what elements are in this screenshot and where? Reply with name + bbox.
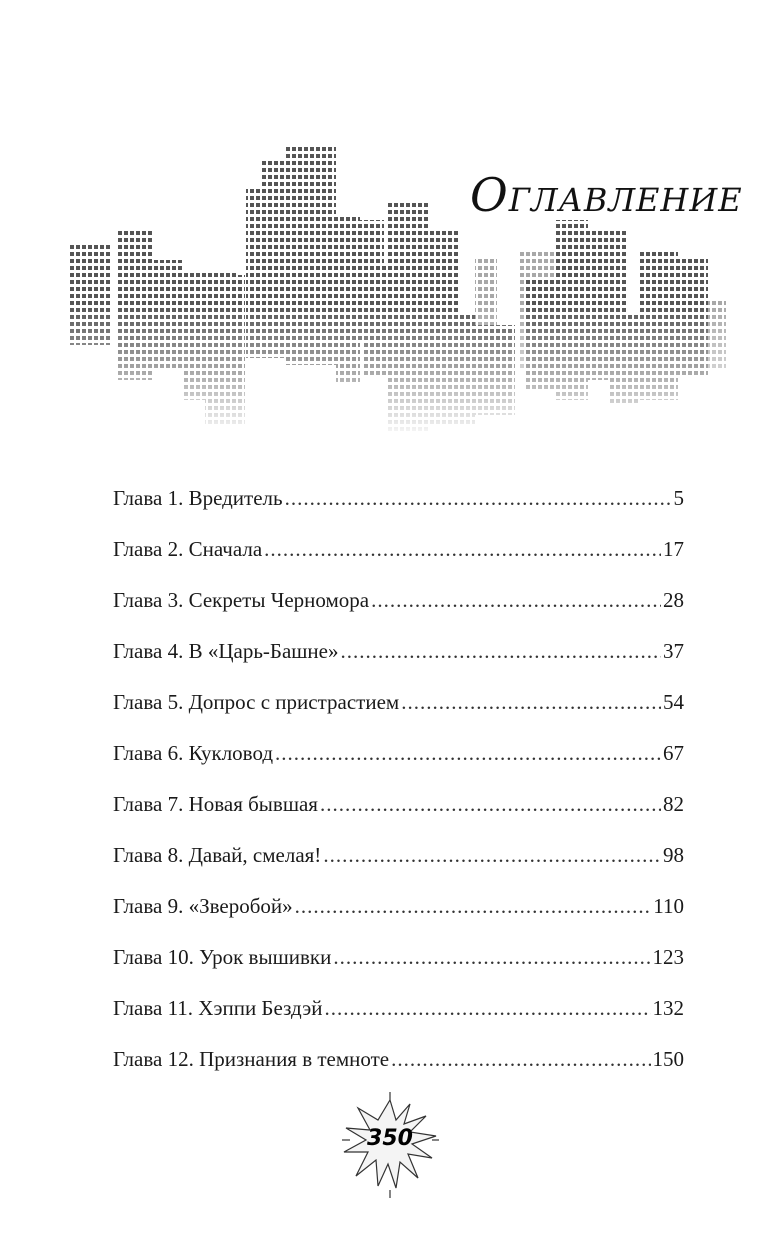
toc-dot-leader [275, 741, 661, 766]
toc-dot-leader [341, 639, 662, 664]
page-title: Оглавление [470, 168, 743, 222]
toc-chapter-title: Глава 11. Хэппи Бездэй [113, 996, 323, 1020]
toc-page-number: 37 [663, 639, 684, 663]
toc-dot-leader [371, 588, 661, 613]
toc-chapter-title: Глава 8. Давай, смелая! [113, 843, 322, 867]
toc-entry [113, 741, 684, 792]
toc-page-number: 110 [653, 894, 684, 918]
toc-entry [113, 843, 684, 894]
toc-page-number: 54 [663, 690, 684, 714]
toc-entry [113, 486, 684, 537]
toc-page-number: 28 [663, 588, 684, 612]
toc-entry [113, 639, 684, 690]
toc-dot-leader [324, 996, 650, 1021]
toc-page-number: 67 [663, 741, 684, 765]
toc-dot-leader [333, 945, 650, 970]
toc-page-number: 98 [663, 843, 684, 867]
toc-chapter-title: Глава 6. Кукловод [113, 741, 274, 765]
toc-entry [113, 996, 684, 1047]
toc-entry [113, 945, 684, 996]
toc-dot-leader [285, 486, 672, 511]
toc-chapter-title: Глава 12. Признания в темноте [113, 1047, 390, 1071]
toc-entry [113, 588, 684, 639]
toc-chapter-title: Глава 9. «Зверобой» [113, 894, 293, 918]
toc-dot-leader [401, 690, 661, 715]
toc-page-number: 132 [652, 996, 684, 1020]
toc-chapter-title: Глава 10. Урок вышивки [113, 945, 332, 969]
toc-dot-leader [391, 1047, 650, 1072]
toc-chapter-title: Глава 2. Сначала [113, 537, 263, 561]
toc-entry [113, 537, 684, 588]
page-number: 350 [367, 1126, 413, 1151]
table-of-contents [113, 486, 684, 1098]
toc-page-number: 82 [663, 792, 684, 816]
toc-dot-leader [295, 894, 652, 919]
toc-dot-leader [264, 537, 661, 562]
toc-chapter-title: Глава 7. Новая бывшая [113, 792, 318, 816]
toc-page-number: 150 [652, 1047, 684, 1071]
toc-entry [113, 792, 684, 843]
toc-page-number: 123 [652, 945, 684, 969]
toc-chapter-title: Глава 4. В «Царь-Башне» [113, 639, 339, 663]
toc-page-number: 5 [673, 486, 684, 510]
toc-entry [113, 690, 684, 741]
toc-chapter-title: Глава 1. Вредитель [113, 486, 283, 510]
toc-chapter-title: Глава 5. Допрос с пристрастием [113, 690, 400, 714]
toc-dot-leader [323, 843, 661, 868]
toc-page-number: 17 [663, 537, 684, 561]
toc-entry [113, 894, 684, 945]
toc-dot-leader [320, 792, 661, 817]
toc-chapter-title: Глава 3. Секреты Черномора [113, 588, 370, 612]
page-number-badge [340, 1090, 440, 1200]
